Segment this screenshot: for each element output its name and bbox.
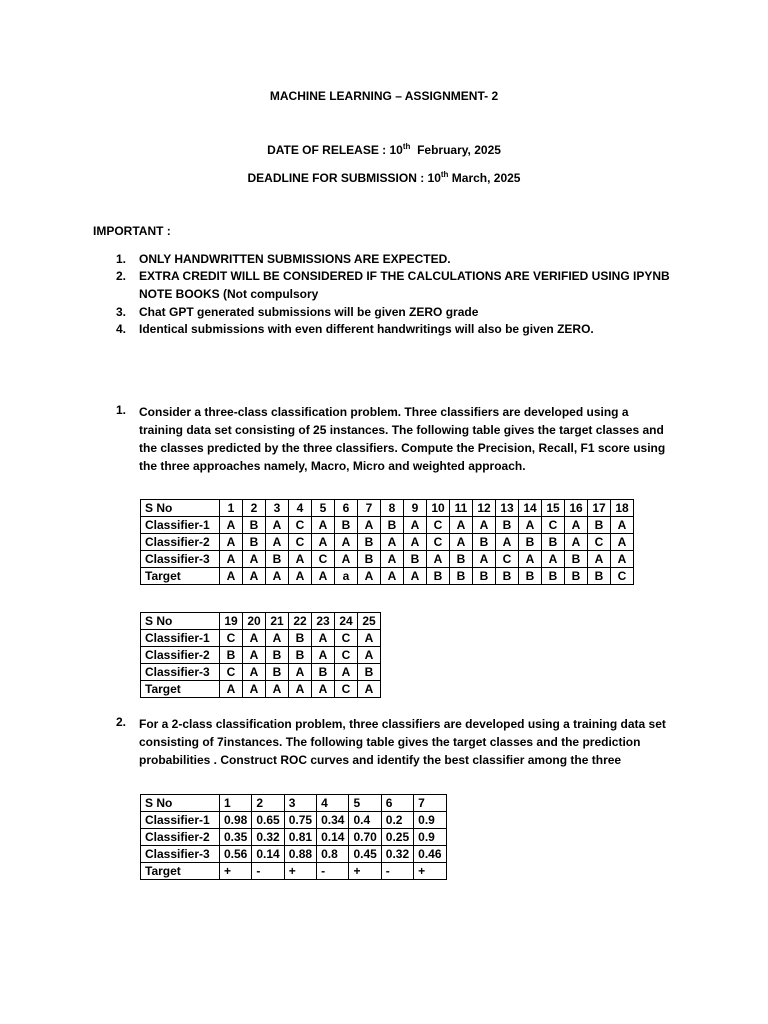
table-header-row [141,500,634,517]
table-cell: 5 [349,795,381,812]
table-cell: 19 [220,613,243,630]
table-cell: 0.32 [381,846,413,863]
table-cell: 20 [243,613,266,630]
table-cell: 10 [427,500,450,517]
table-cell: A [312,647,335,664]
table-cell: C [542,517,565,534]
table-cell: B [427,568,450,585]
table-cell: 2 [243,500,266,517]
table-cell: A [243,568,266,585]
table-cell: 0.8 [317,846,349,863]
table-cell: A [427,551,450,568]
table-cell: A [243,681,266,698]
table-cell: 23 [312,613,335,630]
row-label-cell: Classifier-2 [141,647,220,664]
table-cell: 5 [312,500,335,517]
important-item-2-line-1: EXTRA CREDIT WILL BE CONSIDERED IF THE CALCULATIONS ARE VERIFIED USING IPYNB [139,269,670,283]
table-cell: 1 [220,500,243,517]
question-1-text [139,403,699,475]
row-label-cell: S No [141,795,220,812]
table-cell: 9 [404,500,427,517]
table-cell: A [450,517,473,534]
release-date-prefix: DATE OF RELEASE : 10 [267,143,403,157]
table-cell: 0.9 [414,829,446,846]
question-2-line: consisting of 7instances. The following table gives the target classes and the prediction [139,735,641,749]
release-date-sup: th [402,142,411,151]
table-cell: 14 [519,500,542,517]
table-cell: C [312,551,335,568]
table-row [141,664,381,681]
table-cell: C [427,534,450,551]
table-cell: B [473,568,496,585]
table-cell: A [335,534,358,551]
table-cell: B [588,568,611,585]
important-item-3-num: 3. [116,305,127,319]
table-cell: A [220,568,243,585]
table-cell: A [243,630,266,647]
table-cell: A [289,664,312,681]
table-row [141,630,381,647]
table-cell: B [450,568,473,585]
table-cell: 0.70 [349,829,381,846]
table-cell: 0.14 [317,829,349,846]
table-cell: A [450,534,473,551]
table-cell: B [519,534,542,551]
table-cell: B [220,647,243,664]
table-cell: B [266,551,289,568]
table-cell: A [289,681,312,698]
table-cell: 0.2 [381,812,413,829]
table-cell: B [496,517,519,534]
table-cell: B [450,551,473,568]
table-cell: 13 [496,500,519,517]
row-label-cell: Target [141,863,220,880]
table-cell: A [335,664,358,681]
table-cell: A [220,681,243,698]
table-cell: + [284,863,316,880]
table-cell: A [381,534,404,551]
question-2-text [139,715,699,769]
table-cell: A [381,568,404,585]
important-item-4: Identical submissions with even different handwritings will also be given ZERO. [139,322,594,336]
table-cell: 4 [289,500,312,517]
table-cell: A [312,681,335,698]
important-item-2-num: 2. [116,269,127,283]
table-cell: C [496,551,519,568]
table-cell: 7 [414,795,446,812]
table-cell: B [542,534,565,551]
table-cell: 7 [358,500,381,517]
table-cell: 24 [335,613,358,630]
table-cell: 12 [473,500,496,517]
table-cell: 0.34 [317,812,349,829]
important-item-3: Chat GPT generated submissions will be given ZERO grade [139,305,479,319]
row-label-cell: S No [141,500,220,517]
table-cell: B [519,568,542,585]
table-cell: A [266,681,289,698]
question-1-number: 1. [116,403,127,417]
table-cell: + [220,863,252,880]
question-2-line: For a 2-class classification problem, three classifiers are developed using a training data set [139,717,666,731]
table-cell: A [473,517,496,534]
table-cell: A [404,568,427,585]
table-row [141,846,447,863]
table-cell: 0.65 [252,812,284,829]
row-label-cell: Target [141,681,220,698]
table-cell: 22 [289,613,312,630]
question-1-line: training data set consisting of 25 instances. The following table gives the target classes and [139,423,664,437]
deadline [0,171,768,185]
row-label-cell: Classifier-1 [141,517,220,534]
table-header-row [141,795,447,812]
table-cell: A [358,647,381,664]
table-cell: A [496,534,519,551]
table-cell: 0.56 [220,846,252,863]
table-cell: B [266,664,289,681]
table-cell: C [289,517,312,534]
table-cell: 17 [588,500,611,517]
deadline-prefix: DEADLINE FOR SUBMISSION : 10 [247,171,441,185]
important-item-1: ONLY HANDWRITTEN SUBMISSIONS ARE EXPECTED. [139,252,451,266]
table-cell: C [220,664,243,681]
table-cell: C [427,517,450,534]
q1-table-instances-1-18 [140,499,634,585]
table-cell: C [588,534,611,551]
table-cell: 0.81 [284,829,316,846]
table-cell: - [252,863,284,880]
table-cell: 2 [252,795,284,812]
table-cell: + [349,863,381,880]
table-cell: 0.35 [220,829,252,846]
important-heading: IMPORTANT : [93,224,171,238]
table-row [141,829,447,846]
table-row [141,534,634,551]
table-cell: C [335,647,358,664]
table-row [141,863,447,880]
table-header-row [141,613,381,630]
table-cell: A [266,568,289,585]
table-cell: A [542,551,565,568]
table-cell: A [611,551,634,568]
table-cell: B [266,647,289,664]
table-row [141,568,634,585]
table-cell: 0.98 [220,812,252,829]
table-cell: C [611,568,634,585]
table-cell: A [266,517,289,534]
table-cell: B [289,647,312,664]
table-cell: 0.88 [284,846,316,863]
table-cell: B [496,568,519,585]
table-cell: 21 [266,613,289,630]
table-cell: 18 [611,500,634,517]
table-cell: A [220,551,243,568]
important-item-1-num: 1. [116,252,127,266]
row-label-cell: Classifier-3 [141,551,220,568]
important-item-2-line-2: NOTE BOOKS (Not compulsory [139,287,319,301]
deadline-sup: th [440,170,449,179]
table-cell: C [335,630,358,647]
table-cell: A [381,551,404,568]
deadline-suffix: March, 2025 [448,171,521,185]
q2-probability-table [140,794,447,880]
table-cell: 0.9 [414,812,446,829]
table-cell: A [611,517,634,534]
table-cell: 0.32 [252,829,284,846]
document-title: MACHINE LEARNING – ASSIGNMENT- 2 [269,89,499,103]
table-cell: - [381,863,413,880]
table-row [141,551,634,568]
table-cell: 25 [358,613,381,630]
table-cell: C [335,681,358,698]
row-label-cell: Classifier-2 [141,534,220,551]
table-cell: A [312,534,335,551]
table-cell: B [404,551,427,568]
table-row [141,812,447,829]
table-cell: A [312,630,335,647]
row-label-cell: Classifier-1 [141,812,220,829]
table-cell: 0.46 [414,846,446,863]
table-cell: B [358,551,381,568]
release-date-suffix: February, 2025 [410,143,501,157]
table-cell: A [358,517,381,534]
table-cell: A [611,534,634,551]
question-1-line: Consider a three-class classification problem. Three classifiers are developed using a [139,405,629,419]
table-cell: A [588,551,611,568]
table-cell: A [220,534,243,551]
table-cell: A [220,517,243,534]
table-cell: 1 [220,795,252,812]
table-cell: A [404,517,427,534]
table-cell: A [473,551,496,568]
row-label-cell: Classifier-3 [141,664,220,681]
release-date [0,143,768,157]
table-cell: 4 [317,795,349,812]
table-cell: B [312,664,335,681]
table-cell: 0.45 [349,846,381,863]
table-cell: 11 [450,500,473,517]
question-1-line: the three approaches namely, Macro, Micro and weighted approach. [139,459,526,473]
table-cell: A [358,630,381,647]
table-cell: A [335,551,358,568]
row-label-cell: Classifier-2 [141,829,220,846]
table-cell: A [243,647,266,664]
table-row [141,647,381,664]
table-cell: C [289,534,312,551]
table-cell: a [335,568,358,585]
table-cell: B [358,664,381,681]
row-label-cell: Classifier-1 [141,630,220,647]
question-1-line: the classes predicted by the three classifiers. Compute the Precision, Recall, F1 score using [139,441,666,455]
question-2-number: 2. [116,715,127,729]
table-cell: 0.75 [284,812,316,829]
table-row [141,517,634,534]
table-cell: A [243,664,266,681]
table-cell: A [565,517,588,534]
table-cell: A [266,630,289,647]
table-cell: B [381,517,404,534]
table-cell: A [404,534,427,551]
table-cell: + [414,863,446,880]
table-cell: B [243,517,266,534]
table-cell: B [588,517,611,534]
table-cell: 6 [335,500,358,517]
table-cell: A [243,551,266,568]
row-label-cell: Classifier-3 [141,846,220,863]
table-cell: B [243,534,266,551]
table-cell: B [335,517,358,534]
table-cell: 3 [284,795,316,812]
table-cell: C [220,630,243,647]
table-row [141,681,381,698]
table-cell: A [565,534,588,551]
table-cell: 6 [381,795,413,812]
table-cell: 0.14 [252,846,284,863]
question-2-line: probabilities . Construct ROC curves and identify the best classifier among the three [139,753,622,767]
table-cell: B [358,534,381,551]
table-cell: 0.4 [349,812,381,829]
table-cell: B [289,630,312,647]
table-cell: B [473,534,496,551]
table-cell: A [289,568,312,585]
table-cell: A [312,568,335,585]
table-cell: A [289,551,312,568]
table-cell: A [358,568,381,585]
table-cell: 15 [542,500,565,517]
table-cell: 8 [381,500,404,517]
table-cell: 3 [266,500,289,517]
table-cell: B [542,568,565,585]
table-cell: A [519,517,542,534]
table-cell: B [565,551,588,568]
table-cell: A [266,534,289,551]
q1-table-instances-19-25 [140,612,381,698]
table-cell: 0.25 [381,829,413,846]
row-label-cell: Target [141,568,220,585]
row-label-cell: S No [141,613,220,630]
table-cell: - [317,863,349,880]
table-cell: A [312,517,335,534]
important-item-4-num: 4. [116,322,127,336]
table-cell: B [565,568,588,585]
table-cell: A [519,551,542,568]
table-cell: A [358,681,381,698]
table-cell: 16 [565,500,588,517]
